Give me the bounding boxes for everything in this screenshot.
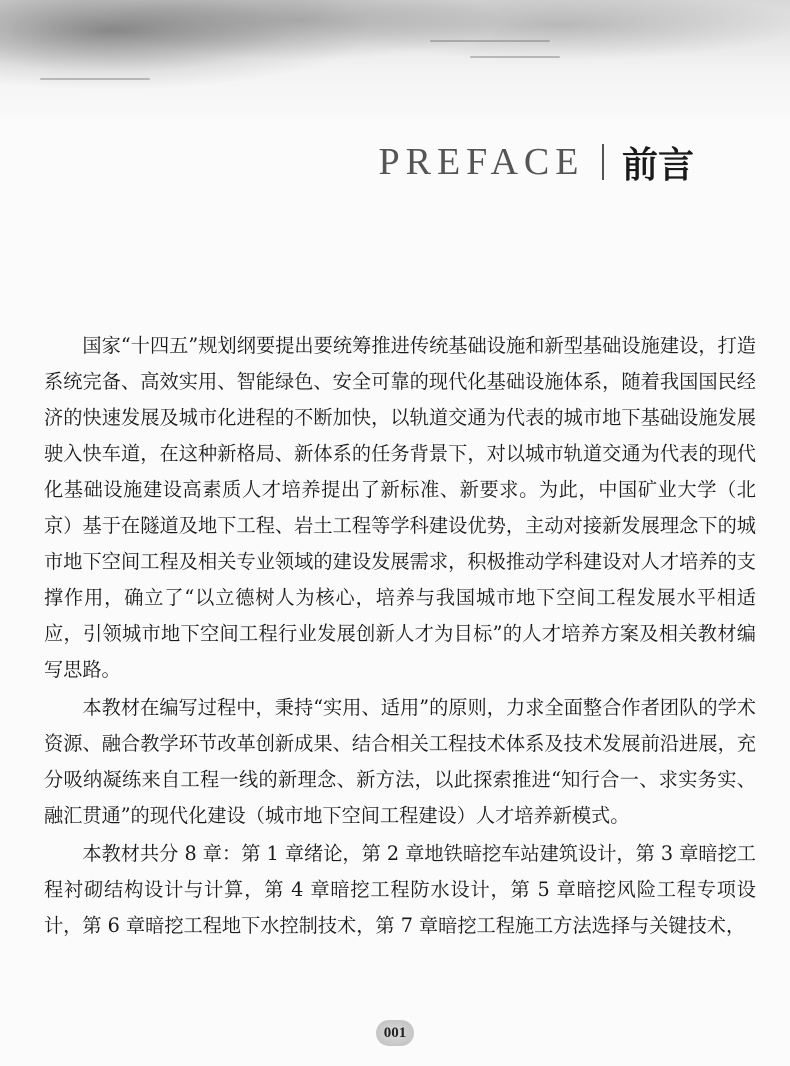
header-streak bbox=[40, 78, 150, 80]
page-title bbox=[378, 136, 694, 188]
page-number: 001 bbox=[376, 1020, 414, 1046]
preface-body bbox=[44, 328, 756, 946]
paragraph: 国家“十四五”规划纲要提出要统筹推进传统基础设施和新型基础设施建设，打造系统完备、高效实用、智能绿色、安全可靠的现代化基础设施体系，随着我国国民经济的快速发展及城市化进程的不断加快，以轨道交通为代表的城市地下基础设施发展驶入快车道，在这种新格局、新体系的任务背景下，对以城市轨道交通为代表的现代化基础设施建设高素质人才培养提出了新标准、新要求。为此，中国矿业大学（北京）基于在隧道及地下工程、岩土工程等学科建设优势，主动对接新发展理念下的城市地下空间工程及相关专业领域的建设发展需求，积极推动学科建设对人才培养的支撑作用，确立了“以立德树人为核心，培养与我国城市地下空间工程发展水平相适应，引领城市地下空间工程行业发展创新人才为目标”的人才培养方案及相关教材编写思路。 bbox=[44, 334, 756, 681]
header-texture bbox=[0, 0, 790, 130]
header-streak bbox=[470, 56, 560, 58]
title-english: PREFACE bbox=[378, 141, 585, 183]
title-divider bbox=[602, 144, 604, 180]
header-streak bbox=[430, 40, 550, 42]
paragraph: 本教材共分 8 章：第 1 章绪论，第 2 章地铁暗挖车站建筑设计，第 3 章暗挖工程衬砌结构设计与计算，第 4 章暗挖工程防水设计，第 5 章暗挖风险工程专项设计，第 6 章暗挖工程地下水控制技术，第 7 章暗挖工程施工方法选择与关键技术， bbox=[44, 842, 756, 937]
paragraph: 本教材在编写过程中，秉持“实用、适用”的原则，力求全面整合作者团队的学术资源、融合教学环节改革创新成果、结合相关工程技术体系及技术发展前沿进展，充分吸纳凝练来自工程一线的新理念、新方法，以此探索推进“知行合一、求实务实、融汇贯通”的现代化建设（城市地下空间工程建设）人才培养新模式。 bbox=[44, 696, 756, 827]
title-chinese: 前言 bbox=[621, 144, 694, 186]
